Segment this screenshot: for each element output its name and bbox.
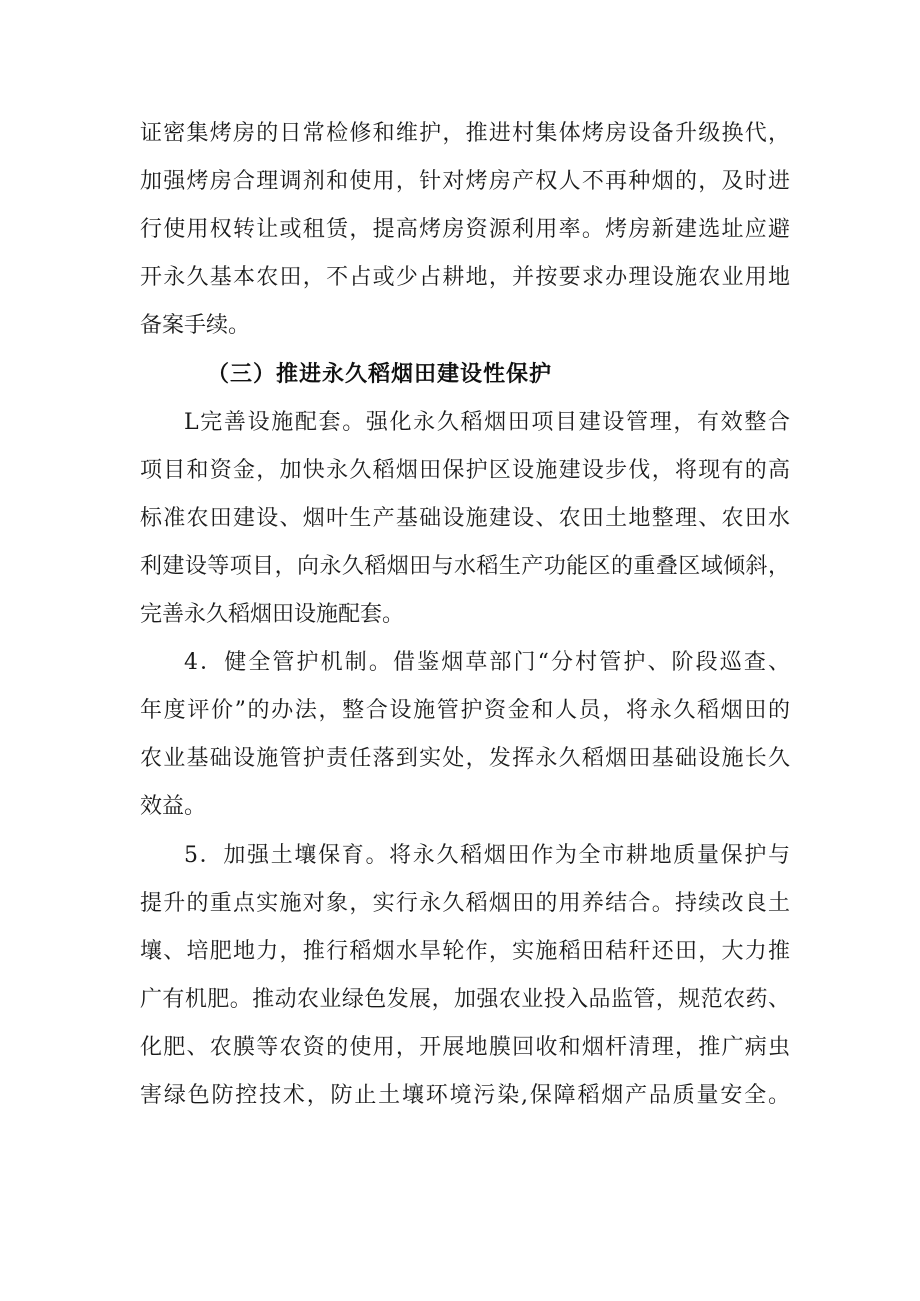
text-line: L完善设施配套。强化永久稻烟田项目建设管理，有效整合 bbox=[184, 410, 790, 435]
text-line: 5．加强土壤保育。将永久稻烟田作为全市耕地质量保护与 bbox=[184, 843, 790, 868]
text-line: 效益。 bbox=[140, 794, 207, 819]
text-line: 广有机肥。推动农业绿色发展，加强农业投入品监管，规范农药、 bbox=[140, 987, 790, 1012]
text-line: 行使用权转让或租赁，提高烤房资源利用率。烤房新建选址应避 bbox=[140, 217, 790, 242]
text-line: 农业基础设施管护责任落到实处，发挥永久稻烟田基础设施长久 bbox=[140, 746, 790, 771]
text-line: 标准农田建设、烟叶生产基础设施建设、农田土地整理、农田水 bbox=[140, 506, 790, 531]
text-line: 利建设等项目，向永久稻烟田与水稻生产功能区的重叠区域倾斜， bbox=[140, 554, 790, 579]
text-line: 开永久基本农田，不占或少占耕地，并按要求办理设施农业用地 bbox=[140, 265, 790, 290]
text-line: 4．健全管护机制。借鉴烟草部门“分村管护、阶段巡查、 bbox=[184, 650, 790, 675]
text-line: 证密集烤房的日常检修和维护，推进村集体烤房设备升级换代， bbox=[140, 121, 790, 146]
text-line: 加强烤房合理调剂和使用，针对烤房产权人不再种烟的，及时进 bbox=[140, 169, 790, 194]
text-line: 壤、培肥地力，推行稻烟水旱轮作，实施稻田秸秆还田，大力推 bbox=[140, 939, 790, 964]
text-line: 提升的重点实施对象，实行永久稻烟田的用养结合。持续改良土 bbox=[140, 891, 790, 916]
section-heading: （三）推进永久稻烟田建设性保护 bbox=[207, 362, 553, 387]
text-line: 化肥、农膜等农资的使用，开展地膜回收和烟杆清理，推广病虫 bbox=[140, 1035, 790, 1060]
text-line: 害绿色防控技术，防止土壤环境污染,保障稻烟产品质量安全。 bbox=[140, 1083, 790, 1108]
text-line: 年度评价”的办法，整合设施管护资金和人员，将永久稻烟田的 bbox=[140, 698, 790, 723]
text-line: 备案手续。 bbox=[140, 313, 251, 338]
text-line: 完善永久稻烟田设施配套。 bbox=[140, 602, 405, 627]
text-line: 项目和资金，加快永久稻烟田保护区设施建设步伐，将现有的高 bbox=[140, 458, 790, 483]
